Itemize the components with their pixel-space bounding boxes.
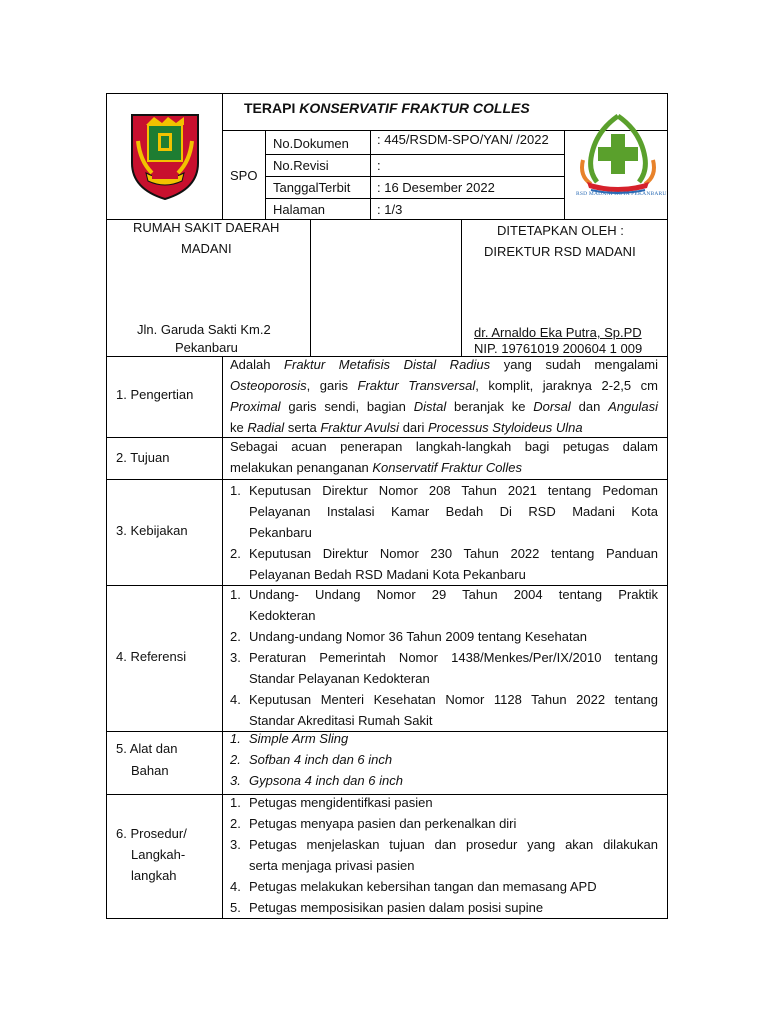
right-logo-caption: RSD MADANI KOTA PEKANBARU (576, 191, 667, 197)
kebijakan-list (230, 480, 658, 585)
pengertian-line (230, 354, 658, 375)
kebijakan-label: 3. Kebijakan (116, 523, 188, 538)
alat-list (230, 728, 658, 791)
list-number: 3. (230, 773, 241, 788)
referensi-label: 4. Referensi (116, 649, 187, 664)
list-item (230, 647, 658, 689)
list-item (230, 770, 658, 791)
list-number: 5. (230, 900, 241, 915)
text-span: , garis (306, 378, 358, 393)
list-line: Simple Arm Sling (249, 731, 349, 746)
pengertian-text (230, 354, 658, 438)
spo-label: SPO (230, 168, 258, 183)
list-line: Petugas memposisikan pasien dalam posisi supine (249, 900, 544, 915)
ditetapkan-line1: DITETAPKAN OLEH : (497, 223, 624, 238)
text-span: beranjak ke (446, 399, 534, 414)
list-item (230, 584, 658, 626)
list-number: 4. (230, 692, 241, 707)
list-item (230, 897, 658, 918)
pengertian-line (230, 375, 658, 396)
list-item (230, 792, 658, 813)
meta-value-dokumen: : 445/RSDM-SPO/YAN/ /2022 (377, 132, 549, 147)
tujuan-line: Sebagai acuan penerapan langkah-langkah bagi petugas dalam (230, 439, 658, 454)
pengertian-line (230, 417, 658, 438)
list-line: Pelayanan Bedah RSD Madani Kota Pekanbaru (249, 567, 526, 582)
text-span: garis sendi, bagian (280, 399, 414, 414)
text-span: Fraktur Avulsi (320, 420, 400, 435)
list-number: 1. (230, 731, 241, 746)
meta-label-tanggal: TanggalTerbit (273, 180, 351, 195)
prosedur-label-line2: Langkah- (131, 847, 186, 862)
meta-label-revisi: No.Revisi (273, 158, 329, 173)
list-line: Undang-undang Nomor 36 Tahun 2009 tentang Kesehatan (249, 629, 588, 644)
list-line: Peraturan Pemerintah Nomor 1438/Menkes/Per/IX/2010 tentang (249, 650, 658, 665)
prosedur-list (230, 792, 658, 918)
org-address-line1: Jln. Garuda Sakti Km.2 (137, 322, 271, 337)
text-span: Osteoporosis (230, 378, 307, 393)
referensi-list (230, 584, 658, 731)
text-span: Proximal (230, 399, 281, 414)
text-span: Angulasi (608, 399, 658, 414)
text-span: ke (230, 420, 248, 435)
list-number: 2. (230, 629, 241, 644)
title-prefix: TERAPI (244, 100, 300, 116)
signer-name: dr. Arnaldo Eka Putra, Sp.PD (474, 325, 642, 340)
list-line: Petugas melakukan kebersihan tangan dan memasang APD (249, 879, 597, 894)
tujuan-text (230, 436, 658, 478)
org-name-line2: MADANI (181, 241, 232, 256)
list-number: 1. (230, 483, 241, 498)
list-line: Pelayanan Instalasi Kamar Bedah Di RSD Madani Kota (249, 504, 658, 519)
list-number: 3. (230, 650, 241, 665)
list-line: Kedokteran (249, 608, 316, 623)
document-title (244, 100, 530, 116)
list-item (230, 689, 658, 731)
text-span: Dorsal (533, 399, 571, 414)
text-span: yang sudah mengalami (490, 357, 659, 372)
list-line: Gypsona 4 inch dan 6 inch (249, 773, 403, 788)
list-line: serta menjaga privasi pasien (249, 858, 415, 873)
list-item (230, 749, 658, 770)
list-number: 2. (230, 816, 241, 831)
text-span: Adalah (230, 357, 285, 372)
list-item (230, 626, 658, 647)
alat-label-line2: Bahan (131, 763, 169, 778)
meta-value-halaman: : 1/3 (377, 202, 403, 217)
prosedur-label-line3: langkah (131, 868, 177, 883)
text-span: dari (399, 420, 428, 435)
list-item (230, 834, 658, 876)
list-number: 1. (230, 795, 241, 810)
text-span: serta (284, 420, 321, 435)
text-span: Processus Styloideus Ulna (427, 420, 583, 435)
tujuan-label: 2. Tujuan (116, 450, 170, 465)
text-span: , komplit, jaraknya 2-2,5 cm (475, 378, 658, 393)
list-item (230, 728, 658, 749)
text-span: Radial (247, 420, 285, 435)
meta-value-revisi: : (377, 158, 381, 173)
list-line: Keputusan Menteri Kesehatan Nomor 1128 Tahun 2022 tentang (249, 692, 658, 707)
alat-label-line1: 5. Alat dan (116, 741, 178, 756)
list-number: 4. (230, 879, 241, 894)
text-span: Fraktur Metafisis Distal Radius (284, 357, 491, 372)
meta-value-tanggal: : 16 Desember 2022 (377, 180, 495, 195)
meta-label-halaman: Halaman (273, 202, 326, 217)
list-number: 2. (230, 546, 241, 561)
text-span: dan (570, 399, 609, 414)
list-item (230, 480, 658, 543)
text-span: melakukan penanganan (230, 460, 373, 475)
list-line: Keputusan Direktur Nomor 208 Tahun 2021 tentang Pedoman (249, 483, 658, 498)
meta-label-dokumen: No.Dokumen (273, 136, 349, 151)
list-number: 2. (230, 752, 241, 767)
list-number: 1. (230, 587, 241, 602)
list-line: Petugas menyapa pasien dan perkenalkan diri (249, 816, 517, 831)
list-item (230, 543, 658, 585)
text-span: Distal (413, 399, 447, 414)
ditetapkan-line2: DIREKTUR RSD MADANI (484, 244, 636, 259)
list-line: Petugas mengidentifkasi pasien (249, 795, 433, 810)
tujuan-line (230, 457, 658, 478)
list-line: Standar Akreditasi Rumah Sakit (249, 713, 433, 728)
title-italic: KONSERVATIF FRAKTUR COLLES (299, 100, 530, 116)
list-line: Standar Pelayanan Kedokteran (249, 671, 430, 686)
text-span: Fraktur Transversal (357, 378, 476, 393)
pengertian-line (230, 396, 658, 417)
pengertian-label: 1. Pengertian (116, 387, 194, 402)
pekanbaru-city-emblem-icon (128, 111, 202, 201)
prosedur-label-line1: 6. Prosedur/ (116, 826, 187, 841)
list-line: Pekanbaru (249, 525, 312, 540)
list-item (230, 813, 658, 834)
text-span: Konservatif Fraktur Colles (372, 460, 522, 475)
org-name-line1: RUMAH SAKIT DAERAH (133, 220, 280, 235)
list-line: Keputusan Direktur Nomor 230 Tahun 2022 tentang Panduan (249, 546, 658, 561)
list-number: 3. (230, 837, 241, 852)
list-line: Undang- Undang Nomor 29 Tahun 2004 tentang Praktik (249, 587, 658, 602)
signer-nip: NIP. 19761019 200604 1 009 (474, 341, 643, 356)
list-line: Sofban 4 inch dan 6 inch (249, 752, 393, 767)
list-item (230, 876, 658, 897)
org-address-line2: Pekanbaru (175, 340, 238, 355)
list-line: Petugas menjelaskan tujuan dan prosedur yang akan dilakukan (249, 837, 658, 852)
